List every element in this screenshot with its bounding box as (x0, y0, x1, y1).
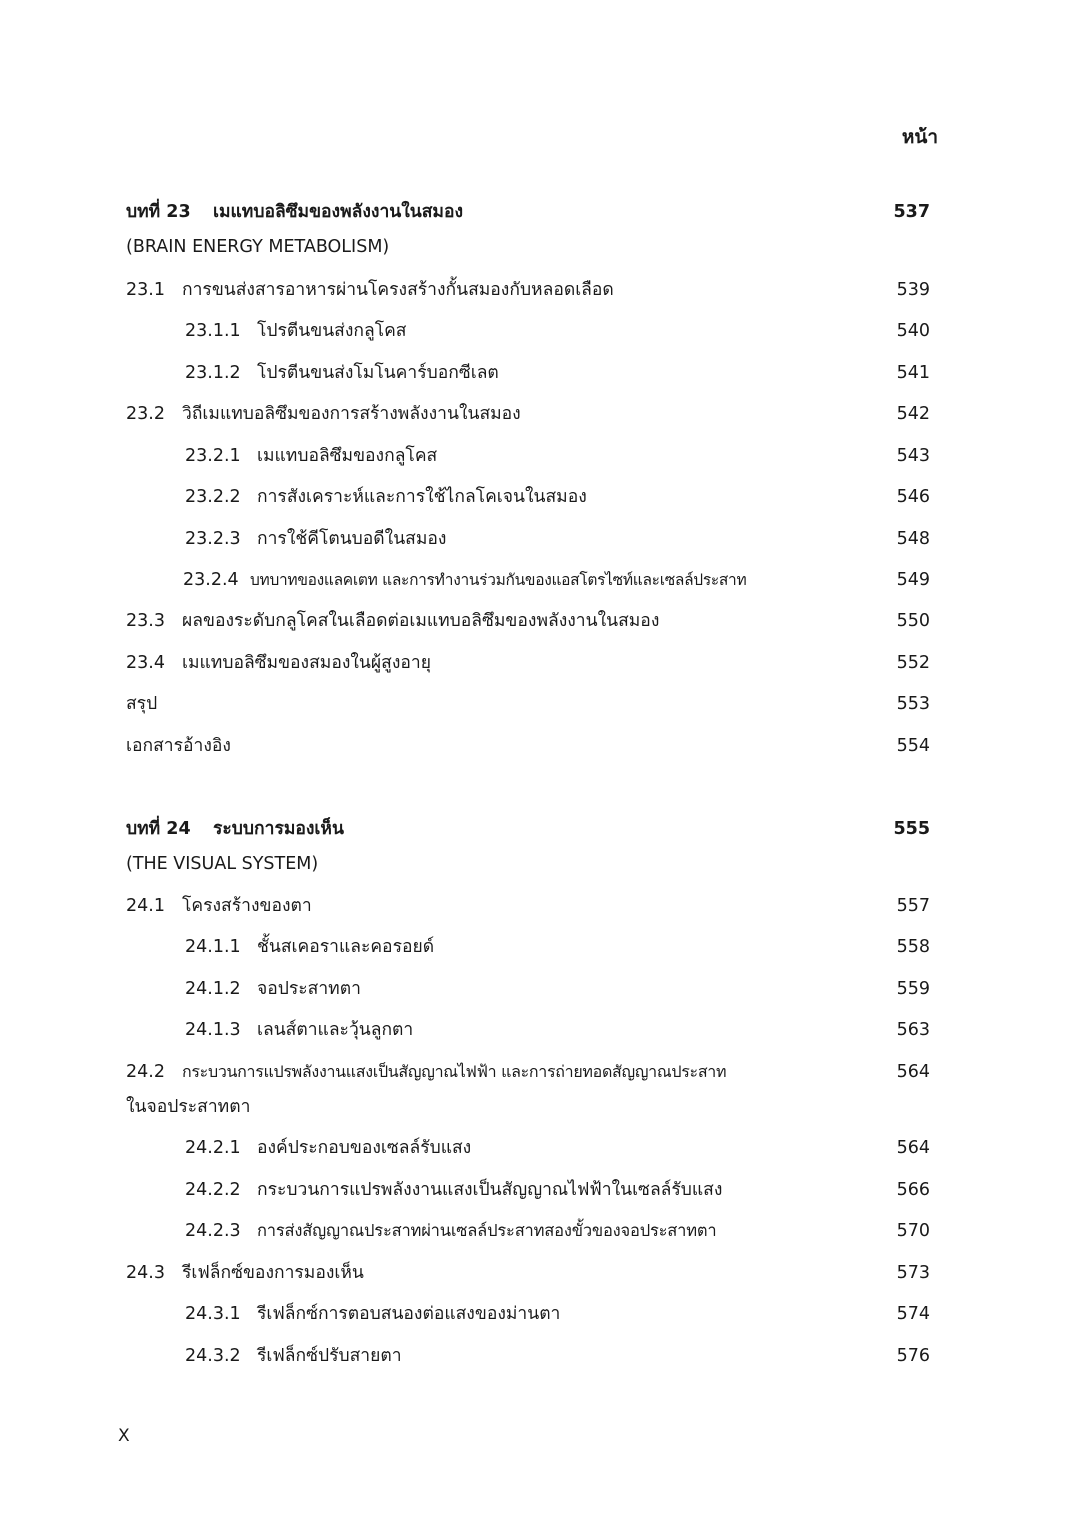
toc-entry (0, 932, 1086, 962)
toc-entry (0, 648, 1086, 678)
entry-number: 23.3 (126, 611, 165, 631)
entry-page: 554 (896, 736, 930, 756)
page-column-header: หน้า (901, 126, 938, 148)
toc-entry (0, 524, 1086, 554)
entry-title: รีเฟล็กซ์ปรับสายตา (257, 1346, 402, 1366)
chapter-number: บทที่ 23 (126, 202, 191, 222)
entry-page: 546 (896, 487, 930, 507)
entry-number: 24.2 (126, 1062, 165, 1082)
entry-number: 24.2.2 (185, 1180, 241, 1200)
toc-entry (0, 316, 1086, 346)
chapter-24-heading (0, 814, 1086, 844)
entry-page: 559 (896, 979, 930, 999)
entry-page: 543 (896, 446, 930, 466)
entry-title: ผลของระดับกลูโคสในเลือดต่อเมแทบอลิซึมของพลังงานในสมอง (182, 611, 660, 631)
entry-title: เอกสารอ้างอิง (126, 736, 231, 756)
entry-page: 564 (896, 1062, 930, 1082)
toc-entry (0, 1216, 1086, 1246)
chapter-page: 555 (893, 819, 930, 839)
entry-title: ชั้นสเคอราและคอรอยด์ (257, 937, 435, 957)
entry-title: รีเฟล็กซ์ของการมองเห็น (182, 1263, 364, 1283)
entry-number: 24.1.2 (185, 979, 241, 999)
entry-page: 552 (896, 653, 930, 673)
entry-title: เมแทบอลิซึมของกลูโคส (257, 446, 438, 466)
toc-entry (0, 1341, 1086, 1371)
entry-page: 557 (896, 896, 930, 916)
entry-number: 24.1.1 (185, 937, 241, 957)
entry-page: 542 (896, 404, 930, 424)
entry-title: การขนส่งสารอาหารผ่านโครงสร้างกั้นสมองกับหลอดเลือด (182, 280, 614, 300)
toc-entry (0, 731, 1086, 761)
entry-title: บทบาทของแลคเตท และการทำงานร่วมกันของแอสโตรไซท์และเซลล์ประสาท (250, 571, 747, 589)
entry-page: 574 (896, 1304, 930, 1324)
chapter-title: ระบบการมองเห็น (213, 819, 344, 839)
chapter-23-heading (0, 197, 1086, 227)
entry-number: 24.2.3 (185, 1221, 241, 1241)
entry-number: 24.3 (126, 1263, 165, 1283)
entry-number: 23.1.1 (185, 321, 241, 341)
entry-title: รีเฟล็กซ์การตอบสนองต่อแสงของม่านตา (257, 1304, 561, 1324)
entry-title: โปรตีนขนส่งกลูโคส (257, 321, 407, 341)
entry-title: กระบวนการแปรพลังงานแสงเป็นสัญญาณไฟฟ้าในเซลล์รับแสง (257, 1180, 723, 1200)
entry-page: 573 (896, 1263, 930, 1283)
chapter-subtitle: (BRAIN ENERGY METABOLISM) (126, 237, 390, 257)
entry-number: 24.1.3 (185, 1020, 241, 1040)
entry-title: การสังเคราะห์และการใช้ไกลโคเจนในสมอง (257, 487, 587, 507)
entry-number: 23.1 (126, 280, 165, 300)
entry-title: วิถีเมแทบอลิซึมของการสร้างพลังงานในสมอง (182, 404, 521, 424)
toc-entry (0, 974, 1086, 1004)
entry-number: 24.1 (126, 896, 165, 916)
toc-entry (0, 1057, 1086, 1087)
entry-title: การใช้คีโตนบอดีในสมอง (257, 529, 447, 549)
entry-title: เลนส์ตาและวุ้นลูกตา (257, 1020, 414, 1040)
chapter-number: บทที่ 24 (126, 819, 191, 839)
toc-entry (0, 565, 1086, 595)
toc-entry (0, 1133, 1086, 1163)
entry-page: 541 (896, 363, 930, 383)
entry-page: 553 (896, 694, 930, 714)
entry-page: 566 (896, 1180, 930, 1200)
entry-number: 23.2.1 (185, 446, 241, 466)
toc-entry (0, 399, 1086, 429)
entry-page: 563 (896, 1020, 930, 1040)
entry-title: องค์ประกอบของเซลล์รับแสง (257, 1138, 472, 1158)
entry-page: 564 (896, 1138, 930, 1158)
entry-title: โครงสร้างของตา (182, 896, 312, 916)
entry-number: 24.2.1 (185, 1138, 241, 1158)
chapter-title: เมแทบอลิซึมของพลังงานในสมอง (213, 202, 464, 222)
toc-entry (0, 689, 1086, 719)
toc-entry (0, 1015, 1086, 1045)
entry-page: 549 (896, 570, 930, 590)
entry-title: กระบวนการแปรพลังงานแสงเป็นสัญญาณไฟฟ้า และการถ่ายทอดสัญญาณประสาท (182, 1062, 727, 1081)
toc-entry (0, 358, 1086, 388)
toc-entry (0, 1175, 1086, 1205)
entry-number: 23.2.2 (185, 487, 241, 507)
entry-number: 23.2 (126, 404, 165, 424)
toc-entry (0, 441, 1086, 471)
entry-title: การส่งสัญญาณประสาทผ่านเซลล์ประสาทสองขั้วของจอประสาทตา (257, 1221, 717, 1240)
entry-title: สรุป (126, 694, 158, 714)
entry-number: 23.4 (126, 653, 165, 673)
entry-number: 24.3.1 (185, 1304, 241, 1324)
entry-title: โปรตีนขนส่งโมโนคาร์บอกซีเลต (257, 363, 499, 383)
toc-entry (0, 1299, 1086, 1329)
entry-number: 23.1.2 (185, 363, 241, 383)
toc-entry (0, 1258, 1086, 1288)
entry-page: 540 (896, 321, 930, 341)
entry-page: 550 (896, 611, 930, 631)
toc-entry (0, 891, 1086, 921)
toc-entry (0, 275, 1086, 305)
entry-page: 558 (896, 937, 930, 957)
entry-title: จอประสาทตา (257, 979, 361, 999)
entry-page: 539 (896, 280, 930, 300)
entry-page: 570 (896, 1221, 930, 1241)
toc-entry-continuation (0, 1092, 1086, 1122)
chapter-24-subtitle (0, 849, 1086, 879)
entry-page: 548 (896, 529, 930, 549)
entry-number: 24.3.2 (185, 1346, 241, 1366)
entry-number: 23.2.3 (185, 529, 241, 549)
toc-entry (0, 482, 1086, 512)
entry-title-continuation: ในจอประสาทตา (126, 1097, 251, 1117)
page-number: X (118, 1426, 130, 1446)
toc-entry (0, 606, 1086, 636)
chapter-23-subtitle (0, 232, 1086, 262)
entry-number: 23.2.4 (183, 570, 239, 590)
entry-page: 576 (896, 1346, 930, 1366)
entry-title: เมแทบอลิซึมของสมองในผู้สูงอายุ (182, 653, 431, 673)
chapter-page: 537 (893, 202, 930, 222)
chapter-subtitle: (THE VISUAL SYSTEM) (126, 854, 319, 874)
